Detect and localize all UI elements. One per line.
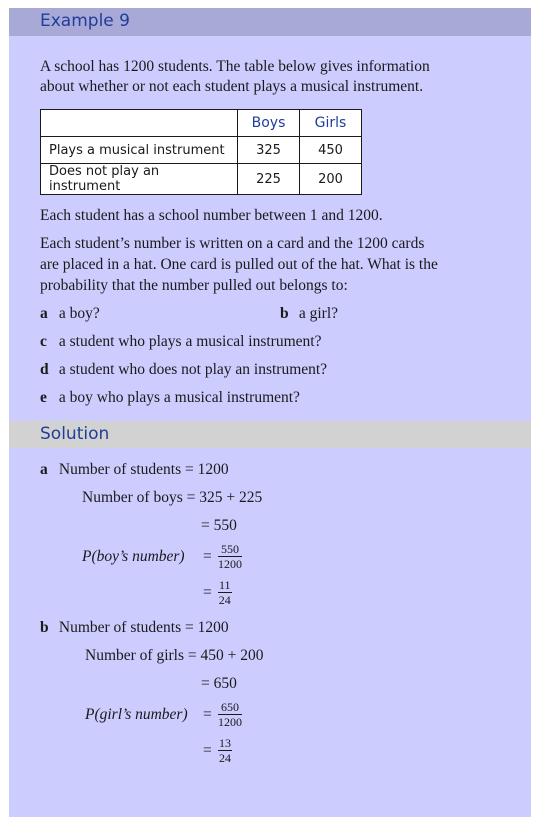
fraction-denominator: 24 xyxy=(219,751,231,765)
body-paragraph-2-line-1: Each student’s number is written on a card and the 1200 cards xyxy=(40,235,425,252)
question-label: d xyxy=(40,361,49,378)
solution-text: = 450 + 200 xyxy=(187,647,264,664)
intro-line-1: A school has 1200 students. The table below gives information xyxy=(40,58,430,75)
question-label: c xyxy=(40,333,47,350)
table-header-row xyxy=(41,110,362,137)
solution-text: Number of students xyxy=(58,619,182,636)
question-text: a student who does not play an instrument? xyxy=(58,361,328,378)
example-header-bar xyxy=(9,8,531,36)
instrument-table xyxy=(40,109,362,195)
solution-title: Solution xyxy=(40,424,110,444)
fraction-denominator: 1200 xyxy=(218,557,242,571)
fraction-denominator: 24 xyxy=(218,593,231,607)
table-row-label: Plays a musical instrument xyxy=(41,137,238,164)
solution-a-line-1 xyxy=(40,461,229,479)
solution-header-bar xyxy=(9,421,531,448)
solution-a-line-2 xyxy=(82,489,262,507)
table-cell: 225 xyxy=(238,164,300,195)
example-panel xyxy=(9,8,531,817)
intro-line-2: about whether or not each student plays a musical instrument. xyxy=(40,78,424,95)
question-label: b xyxy=(280,305,289,322)
equals-sign: = xyxy=(203,742,212,759)
fraction xyxy=(218,578,232,607)
example-title: Example 9 xyxy=(40,11,130,31)
solution-text: = 1200 xyxy=(185,619,229,636)
question-b xyxy=(280,304,338,324)
table-row xyxy=(41,137,362,164)
body-paragraph-2-line-2: are placed in a hat. One card is pulled out of the hat. What is the xyxy=(40,256,438,273)
table-header-boys: Boys xyxy=(238,110,300,137)
solution-text: = 1200 xyxy=(185,461,229,478)
solution-text: = 325 + 225 xyxy=(186,489,263,506)
table-row-label: Does not play an instrument xyxy=(41,164,238,195)
solution-a-prob-label: P(boy’s number) xyxy=(82,548,185,565)
question-c xyxy=(40,332,321,352)
solution-b-line-1 xyxy=(40,619,229,637)
table-cell: 200 xyxy=(300,164,362,195)
fraction-numerator: 550 xyxy=(218,542,242,557)
table-cell: 450 xyxy=(300,137,362,164)
question-e xyxy=(40,388,300,408)
equals-sign: = xyxy=(203,584,212,601)
question-text: a student who plays a musical instrument? xyxy=(58,333,322,350)
body-paragraph-2-line-3: probability that the number pulled out belongs to: xyxy=(40,277,348,294)
fraction-numerator: 13 xyxy=(219,736,231,750)
fraction-denominator: 1200 xyxy=(218,715,242,729)
question-d xyxy=(40,360,327,380)
solution-label: b xyxy=(40,619,49,636)
solution-b-line-2 xyxy=(85,647,264,665)
solution-b-line-3: = 650 xyxy=(201,675,237,692)
question-a xyxy=(40,304,100,324)
question-label: a xyxy=(40,305,48,322)
body-paragraph-1: Each student has a school number between 1 and 1200. xyxy=(40,207,383,224)
equals-sign: = xyxy=(203,548,212,565)
solution-text: Number of girls xyxy=(85,647,185,664)
fraction xyxy=(218,736,232,765)
question-text: a boy who plays a musical instrument? xyxy=(58,389,300,406)
question-text: a boy? xyxy=(58,305,100,322)
table-cell: 325 xyxy=(238,137,300,164)
equals-sign: = xyxy=(203,706,212,723)
solution-text: Number of boys xyxy=(82,489,183,506)
solution-b-prob-label: P(girl’s number) xyxy=(85,706,188,723)
fraction-numerator: 650 xyxy=(218,700,242,715)
solution-text: Number of students xyxy=(58,461,182,478)
question-text: a girl? xyxy=(298,305,339,322)
fraction xyxy=(218,542,242,571)
fraction xyxy=(218,700,242,729)
table-row xyxy=(41,164,362,195)
solution-label: a xyxy=(40,461,48,478)
solution-a-line-3: = 550 xyxy=(201,517,237,534)
fraction-numerator: 11 xyxy=(219,578,231,592)
table-header-cell xyxy=(41,110,238,137)
table-header-girls: Girls xyxy=(300,110,362,137)
question-label: e xyxy=(40,389,47,406)
